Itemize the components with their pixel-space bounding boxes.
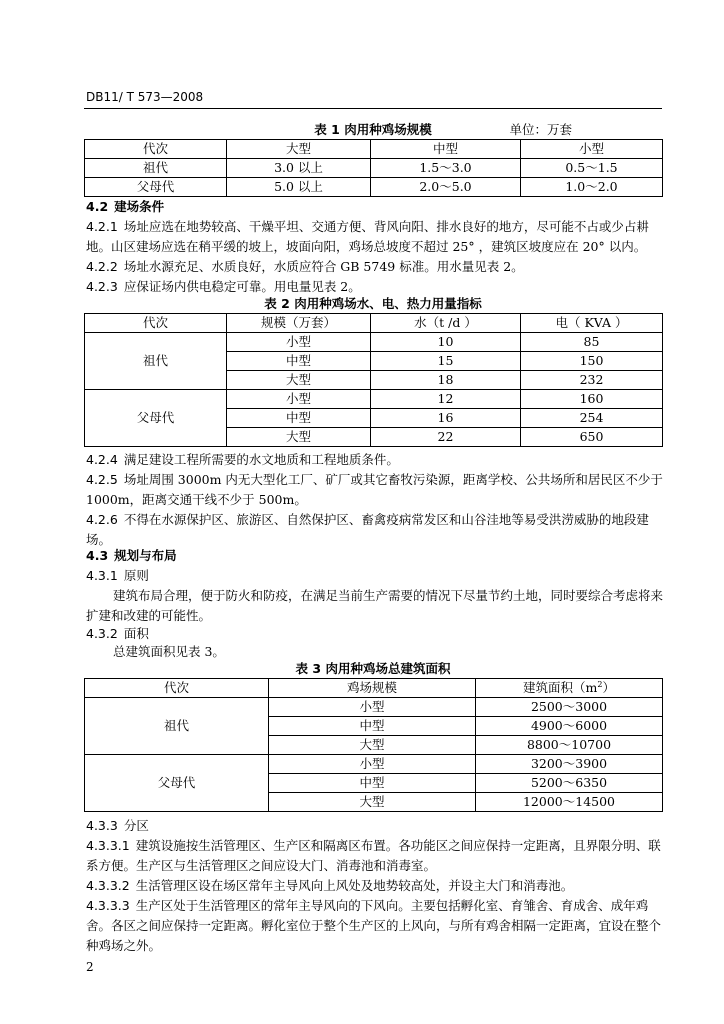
clause-4-3-2-body: 总建筑面积见表 3。	[113, 644, 225, 659]
table-cell: 16	[371, 409, 521, 428]
table-cell: 小型	[269, 755, 476, 774]
clause-text: 生产区处于生活管理区的常年主导风向的下风向。主要包括孵化室、育雏舍、育成舍、成年鸡舍。各区之间应保持一定距离。孵化室位于整个生产区的上风向，与所有鸡舍相隔一定距离，宜设在整个种鸡场之外。	[86, 898, 662, 953]
table-cell: 10	[371, 333, 521, 352]
table-cell: 中型	[227, 409, 371, 428]
clause-4-3-3-2	[86, 876, 664, 896]
page-number: 2	[86, 960, 94, 974]
table-cell: 0.5～1.5	[521, 159, 663, 178]
clause-number: 4.3.3.2	[86, 878, 130, 893]
table-cell: 大型	[269, 736, 476, 755]
clause-4-2-6	[86, 510, 664, 550]
clause-text: 不得在水源保护区、旅游区、自然保护区、畜禽疫病常发区和山谷洼地等易受洪涝威胁的地段建场。	[86, 512, 649, 547]
clause-number: 4.2.4	[86, 452, 118, 467]
generation-cell: 父母代	[85, 390, 227, 447]
table-cell: 8800～10700	[476, 736, 663, 755]
clause-4-2-5	[86, 470, 664, 510]
table-cell: 5.0 以上	[227, 178, 371, 197]
table-header-cell: 代次	[85, 314, 227, 333]
table1-caption	[84, 121, 662, 139]
clause-4-3-2	[86, 624, 664, 644]
clause-4-3-3-3	[86, 896, 664, 956]
clause-4-3-1	[86, 566, 664, 586]
table-cell: 2.0～5.0	[371, 178, 521, 197]
table-cell: 15	[371, 352, 521, 371]
table-cell: 中型	[269, 717, 476, 736]
clause-4-3-3	[86, 816, 664, 836]
table-cell: 小型	[269, 698, 476, 717]
table-header-row	[85, 140, 663, 159]
clause-number: 4.2.5	[86, 472, 118, 487]
table-header-cell: 代次	[85, 679, 269, 698]
clause-text: 场址应选在地势较高、干燥平坦、交通方便、背风向阳、排水良好的地方，尽可能不占或少占耕地。山区建场应选在稍平缓的坡上，坡面向阳，鸡场总坡度不超过 25° ，建筑区坡度应在 20° 以内。	[86, 219, 649, 254]
table-header-cell: 鸡场规模	[269, 679, 476, 698]
table-cell: 2500～3000	[476, 698, 663, 717]
clause-text: 生活管理区设在场区常年主导风向上风处及地势较高处，并设主大门和消毒池。	[135, 878, 574, 893]
clause-4-2-2	[86, 257, 664, 277]
table-cell: 3.0 以上	[227, 159, 371, 178]
clause-text: 应保证场内供电稳定可靠。用电量见表 2。	[123, 279, 361, 294]
clause-text: 分区	[123, 818, 149, 833]
table-cell: 232	[521, 371, 663, 390]
section-4-3-heading	[86, 546, 664, 566]
table-header-cell: 小型	[521, 140, 663, 159]
table-cell: 大型	[269, 793, 476, 812]
table-row	[85, 698, 663, 717]
header-rule	[84, 108, 662, 109]
clause-number: 4.2.3	[86, 279, 118, 294]
clause-number: 4.3.3.3	[86, 898, 130, 913]
table2-block	[84, 295, 662, 447]
table-cell: 大型	[227, 371, 371, 390]
table-header-cell: 中型	[371, 140, 521, 159]
clause-4-2-3	[86, 277, 664, 297]
table-cell: 85	[521, 333, 663, 352]
clause-text: 原则	[123, 568, 149, 583]
section-number: 4.2	[86, 199, 109, 214]
clause-4-2-4	[86, 450, 664, 470]
table-header-cell: 代次	[85, 140, 227, 159]
table3-block	[84, 660, 662, 812]
table-cell: 父母代	[85, 178, 227, 197]
generation-cell: 祖代	[85, 333, 227, 390]
clause-number: 4.2.1	[86, 219, 118, 234]
table-cell: 中型	[227, 352, 371, 371]
table1	[84, 139, 663, 197]
table-cell: 1.0～2.0	[521, 178, 663, 197]
table-header-cell: 大型	[227, 140, 371, 159]
table-header-row	[85, 679, 663, 698]
section-title: 建场条件	[114, 199, 165, 214]
table3-caption: 表 3 肉用种鸡场总建筑面积	[295, 661, 451, 676]
generation-cell: 父母代	[85, 755, 269, 812]
table-cell: 650	[521, 428, 663, 447]
table-cell: 4900～6000	[476, 717, 663, 736]
table-cell: 18	[371, 371, 521, 390]
table-cell: 254	[521, 409, 663, 428]
clause-4-3-3-1	[86, 836, 664, 876]
table-cell: 5200～6350	[476, 774, 663, 793]
table-cell: 160	[521, 390, 663, 409]
clause-text: 场址水源充足、水质良好，水质应符合 GB 5749 标准。用水量见表 2。	[123, 259, 524, 274]
table-header-cell: 电（ KVA ）	[521, 314, 663, 333]
table1-block	[84, 121, 662, 197]
table-cell: 祖代	[85, 159, 227, 178]
clause-text: 建筑设施按生活管理区、生产区和隔离区布置。各功能区之间应保持一定距离，且界限分明、联系方便。生产区与生活管理区之间应设大门、消毒池和消毒室。	[86, 838, 661, 873]
area-header-text: 建筑面积（m	[523, 680, 598, 695]
table-row	[85, 333, 663, 352]
clause-number: 4.3.3.1	[86, 838, 130, 853]
clause-text: 满足建设工程所需要的水文地质和工程地质条件。	[123, 452, 399, 467]
clause-number: 4.3.3	[86, 818, 118, 833]
table-row	[85, 390, 663, 409]
clause-text: 场址周围 3000m 内无大型化工厂、矿厂或其它畜牧污染源，距离学校、公共场所和居民区不少于 1000m，距离交通干线不少于 500m。	[86, 472, 663, 507]
table-cell: 大型	[227, 428, 371, 447]
clause-4-3-1-body: 建筑布局合理，便于防火和防疫，在满足当前生产需要的情况下尽量节约土地，同时要综合考虑将来扩建和改建的可能性。	[86, 588, 664, 623]
table1-unit: 单位：万套	[509, 122, 572, 137]
section-4-2-heading	[86, 197, 664, 217]
table-cell: 小型	[227, 333, 371, 352]
table-row	[85, 159, 663, 178]
table2-caption: 表 2 肉用种鸡场水、电、热力用量指标	[264, 296, 482, 311]
table-cell: 3200～3900	[476, 755, 663, 774]
area-header-superscript: 2	[597, 679, 603, 689]
table-row	[85, 755, 663, 774]
area-header-close: ）	[602, 680, 615, 695]
clause-text: 面积	[123, 626, 149, 641]
clause-number: 4.3.2	[86, 626, 118, 641]
table3	[84, 678, 663, 812]
table1-title: 表 1 肉用种鸡场规模	[314, 122, 432, 137]
table-header-cell: 规模（万套）	[227, 314, 371, 333]
table2	[84, 313, 663, 447]
clause-4-2-1	[86, 217, 664, 257]
section-number: 4.3	[86, 548, 109, 563]
table-header-cell	[476, 679, 663, 698]
section-title: 规划与布局	[114, 548, 177, 563]
clause-number: 4.2.2	[86, 259, 118, 274]
table-cell: 中型	[269, 774, 476, 793]
table-header-row	[85, 314, 663, 333]
table-header-cell: 水（t /d ）	[371, 314, 521, 333]
table-row	[85, 178, 663, 197]
table-cell: 1.5～3.0	[371, 159, 521, 178]
clause-number: 4.2.6	[86, 512, 118, 527]
table-cell: 12	[371, 390, 521, 409]
document-id-header: DB11/ T 573—2008	[86, 90, 204, 104]
table-cell: 12000～14500	[476, 793, 663, 812]
generation-cell: 祖代	[85, 698, 269, 755]
table-cell: 小型	[227, 390, 371, 409]
clause-number: 4.3.1	[86, 568, 118, 583]
table-cell: 150	[521, 352, 663, 371]
table-cell: 22	[371, 428, 521, 447]
